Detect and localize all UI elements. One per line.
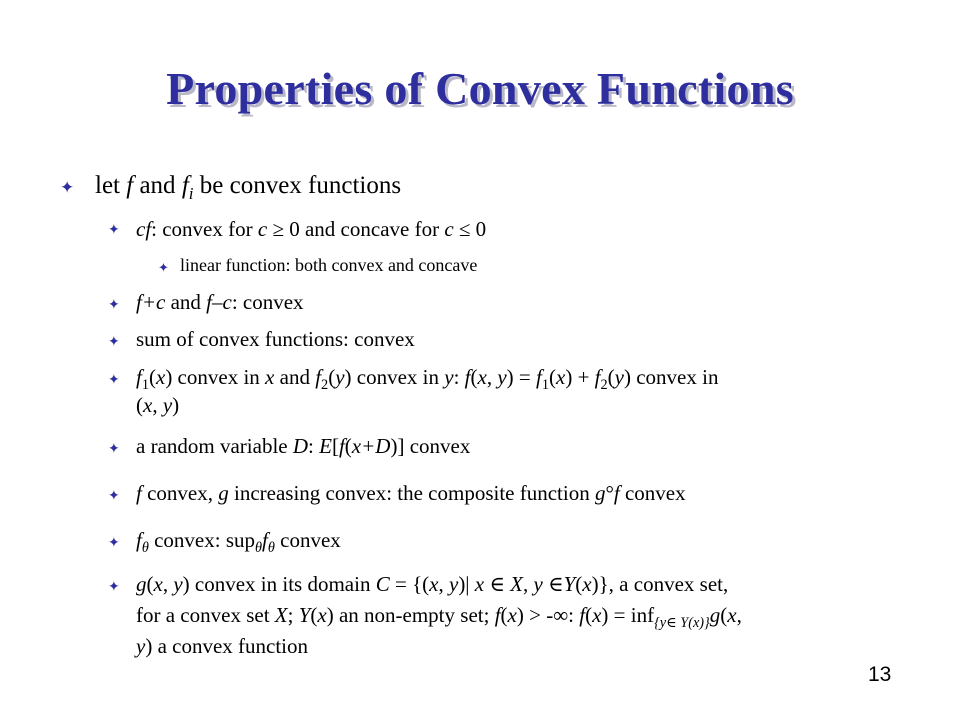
bullet-icon: ✦ [108, 223, 120, 238]
bullet-icon: ✦ [108, 536, 120, 551]
bullet-icon: ✦ [108, 373, 120, 388]
bullet-text-line-1: $f_1(x)$ convex in x and $f_2(y)$ convex in y: f(x, $y) = f_1(x) + f_2(y)$ convex in [136, 365, 719, 393]
bullet-text: f+c and f–c: convex [136, 290, 304, 314]
slide-title: Properties of Convex Functions [166, 63, 794, 114]
bullet-text-line-3: y) a convex function [136, 634, 309, 658]
bullet-icon: ✦ [158, 260, 169, 275]
bullet-icon: ✦ [108, 489, 120, 504]
bullet-text: f convex, g increasing convex: the composite function g°f convex [136, 481, 686, 505]
bullet-text-line-1: g(x, y) convex in its domain C = {(x, y)| x ∈ X, y ∈Y(x)}, a convex set, [136, 572, 729, 596]
bullet-icon: ✦ [108, 580, 120, 595]
page-number: 13 [868, 663, 892, 686]
bullet-text: sum of convex functions: convex [136, 327, 415, 351]
bullet-text: cf: convex for c ≥ 0 and concave for c ≤ 0 [136, 217, 487, 241]
bullet-icon: ✦ [108, 298, 120, 313]
bullet-text: let f and $f_i$ be convex functions [95, 172, 402, 203]
bullet-icon: ✦ [60, 178, 75, 197]
bullet-text: a random variable D: E[f(x+D)] convex [136, 434, 471, 458]
bullet-icon: ✦ [108, 335, 120, 350]
bullet-icon: ✦ [108, 442, 120, 457]
bullet-text-line-2: (x, y) [136, 393, 180, 417]
bullet-text: $f_\theta$ convex: $sup_\theta f_\theta$ convex [136, 528, 341, 556]
bullet-text: linear function: both convex and concave [180, 255, 478, 275]
bullet-text-line-2: for a convex set X; Y(x) an non-empty set; f(x) > -∞: f(x) = inf$_{\{y\in Y(x)\}}$g(x, [136, 603, 742, 631]
